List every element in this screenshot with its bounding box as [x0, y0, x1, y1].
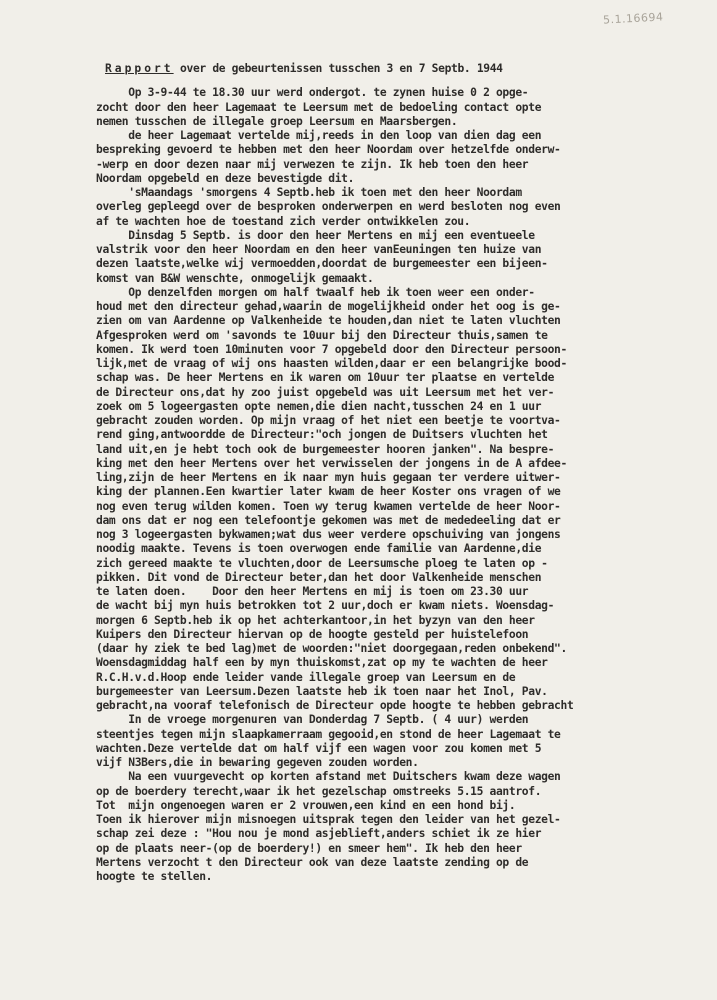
report-title-rest: over de gebeurtenissen tusschen 3 en 7 Septb. 1944 [173, 62, 503, 75]
text-line: Woensdagmiddag half een by myn thuiskomst,zat op my te wachten de heer [96, 656, 548, 670]
text-line: lijk,met de vraag of wij ons haasten wilden,daar er een belangrijke bood- [96, 357, 567, 370]
text-line: komst van B&W wenschte, onmogelijk gemaakt. [96, 271, 374, 285]
report-title-word: Rapport [105, 62, 174, 75]
report-title [105, 62, 696, 76]
text-line: steentjes tegen mijn slaapkamerraam gegooid,en stond de heer Lagemaat te [96, 727, 561, 741]
text-line: de wacht bij myn huis betrokken tot 2 uur,doch er kwam niets. Woensdag- [96, 599, 555, 613]
report-body [96, 62, 696, 884]
text-line: Noordam opgebeld en deze bevestigde dit. [96, 171, 355, 185]
text-line: Op 3-9-44 te 18.30 uur werd ondergot. te zynen huise 0 2 opge- [96, 86, 529, 100]
text-line: de Directeur ons,dat hy zoo juist opgebeld was uit Leersum met het ver- [96, 385, 555, 399]
text-line: land uit,en je hebt toch ook de burgemeester hooren janken". Na bespre- [96, 442, 555, 456]
report-text [96, 86, 696, 884]
archive-reference-number: 5.1.16694 [602, 10, 664, 27]
text-line: nog even terug wilden komen. Toen wy terug kwamen vertelde de heer Noor- [96, 499, 561, 513]
text-line: vijf N3Bers,die in bewaring gegeven zouden worden. [96, 756, 419, 769]
text-line: morgen 6 Septb.heb ik op het achterkantoor,in het byzyn van den heer [96, 613, 535, 627]
text-line: In de vroege morgenuren van Donderdag 7 Septb. ( 4 uur) werden [96, 713, 529, 727]
text-line: Na een vuurgevecht op korten afstand met Duitschers kwam deze wagen [96, 770, 561, 784]
text-line: op de boerdery terecht,waar ik het gezelschap omstreeks 5.15 aantrof. [96, 784, 542, 798]
text-line: R.C.H.v.d.Hoop ende leider vande illegale groep van Leersum en de [96, 670, 516, 684]
text-line: Toen ik hierover mijn misnoegen uitsprak tegen den leider van het gezel- [96, 813, 561, 826]
text-line: af te wachten hoe de toestand zich verder ontwikkelen zou. [96, 214, 471, 228]
text-line: zoek om 5 logeergasten opte nemen,die dien nacht,tusschen 24 en 1 uur [96, 399, 542, 413]
text-line: bespreking gevoerd te hebben met den heer Noordam over hetzelfde onderw- [96, 143, 561, 157]
text-line: hoogte te stellen. [96, 870, 213, 883]
text-line: overleg gepleegd over de besproken onderwerpen en werd besloten nog even [96, 200, 561, 214]
text-line: op de plaats neer-(op de boerdery!) en smeer hem". Ik heb den heer [96, 841, 522, 855]
text-line: zocht door den heer Lagemaat te Leersum met de bedoeling contact opte [96, 100, 542, 114]
text-line: zien om van Aardenne op Valkenheide te houden,dan niet te laten vluchten [96, 314, 561, 328]
text-line: nemen tusschen de illegale groep Leersum en Maarsbergen. [96, 114, 458, 128]
text-line: ling,zijn de heer Mertens en ik naar myn huis gegaan ter verdere uitwer- [96, 471, 561, 484]
text-line: te laten doen. Door den heer Mertens en mij is toen om 23.30 uur [96, 585, 529, 598]
text-line: Dinsdag 5 Septb. is door den heer Mertens en mij een eventueele [96, 228, 535, 242]
text-line: 'sMaandags 'smorgens 4 Septb.heb ik toen met den heer Noordam [96, 186, 522, 199]
text-line: schap was. De heer Mertens en ik waren om 10uur ter plaatse en vertelde [96, 371, 555, 385]
text-line: Mertens verzocht t den Directeur ook van deze laatste zending op de [96, 855, 529, 869]
text-line: nog 3 logeergasten bykwamen;wat dus weer verdere opschuiving van jongens [96, 528, 561, 541]
text-line: gebracht,na vooraf telefonisch de Directeur opde hoogte te hebben gebracht [96, 699, 574, 712]
text-line: dezen laatste,welke wij vermoedden,doordat de burgemeester een bijeen- [96, 257, 548, 271]
text-line: (daar hy ziek te bed lag)met de woorden:"niet doorgegaan,reden onbekend". [96, 642, 567, 655]
text-line: de heer Lagemaat vertelde mij,reeds in den loop van dien dag een [96, 129, 542, 142]
text-line: -werp en door dezen naar mij verwezen te zijn. Ik heb toen den heer [96, 157, 529, 171]
text-line: Op denzelfden morgen om half twaalf heb ik toen weer een onder- [96, 285, 535, 299]
text-line: Tot mijn ongenoegen waren er 2 vrouwen,een kind en een hond bij. [96, 798, 516, 812]
text-line: gebracht zouden worden. Op mijn vraag of het niet een beetje te voortva- [96, 414, 561, 427]
text-line: Afgesproken werd om 'savonds te 10uur bij den Directeur thuis,samen te [96, 328, 548, 342]
text-line: komen. Ik werd toen 10minuten voor 7 opgebeld door den Directeur persoon- [96, 342, 567, 356]
text-line: burgemeester van Leersum.Dezen laatste heb ik toen naar het Inol, Pav. [96, 684, 548, 698]
text-line: houd met den directeur gehad,waarin de mogelijkheid onder het oog is ge- [96, 300, 561, 313]
text-line: pikken. Dit vond de Directeur beter,dan het door Valkenheide menschen [96, 570, 542, 584]
text-line: zich gereed maakte te vluchten,door de Leersumsche ploeg te laten op - [96, 556, 548, 570]
text-line: dam ons dat er nog een telefoontje gekomen was met de mededeeling dat er [96, 513, 561, 527]
text-line: valstrik voor den heer Noordam en den heer vanEeuningen ten huize van [96, 243, 542, 256]
text-line: king met den heer Mertens over het verwisselen der jongens in de A afdee- [96, 456, 567, 470]
text-line: Kuipers den Directeur hiervan op de hoogte gesteld per huistelefoon [96, 627, 529, 641]
text-line: king der plannen.Een kwartier later kwam de heer Koster ons vragen of we [96, 485, 561, 499]
text-line: rend ging,antwoordde de Directeur:"och jongen de Duitsers vluchten het [96, 428, 548, 442]
text-line: noodig maakte. Tevens is toen overwogen ende familie van Aardenne,die [96, 542, 542, 556]
text-line: schap zei deze : "Hou nou je mond asjeblieft,anders schiet ik ze hier [96, 827, 542, 841]
text-line: wachten.Deze vertelde dat om half vijf een wagen voor zou komen met 5 [96, 741, 542, 755]
